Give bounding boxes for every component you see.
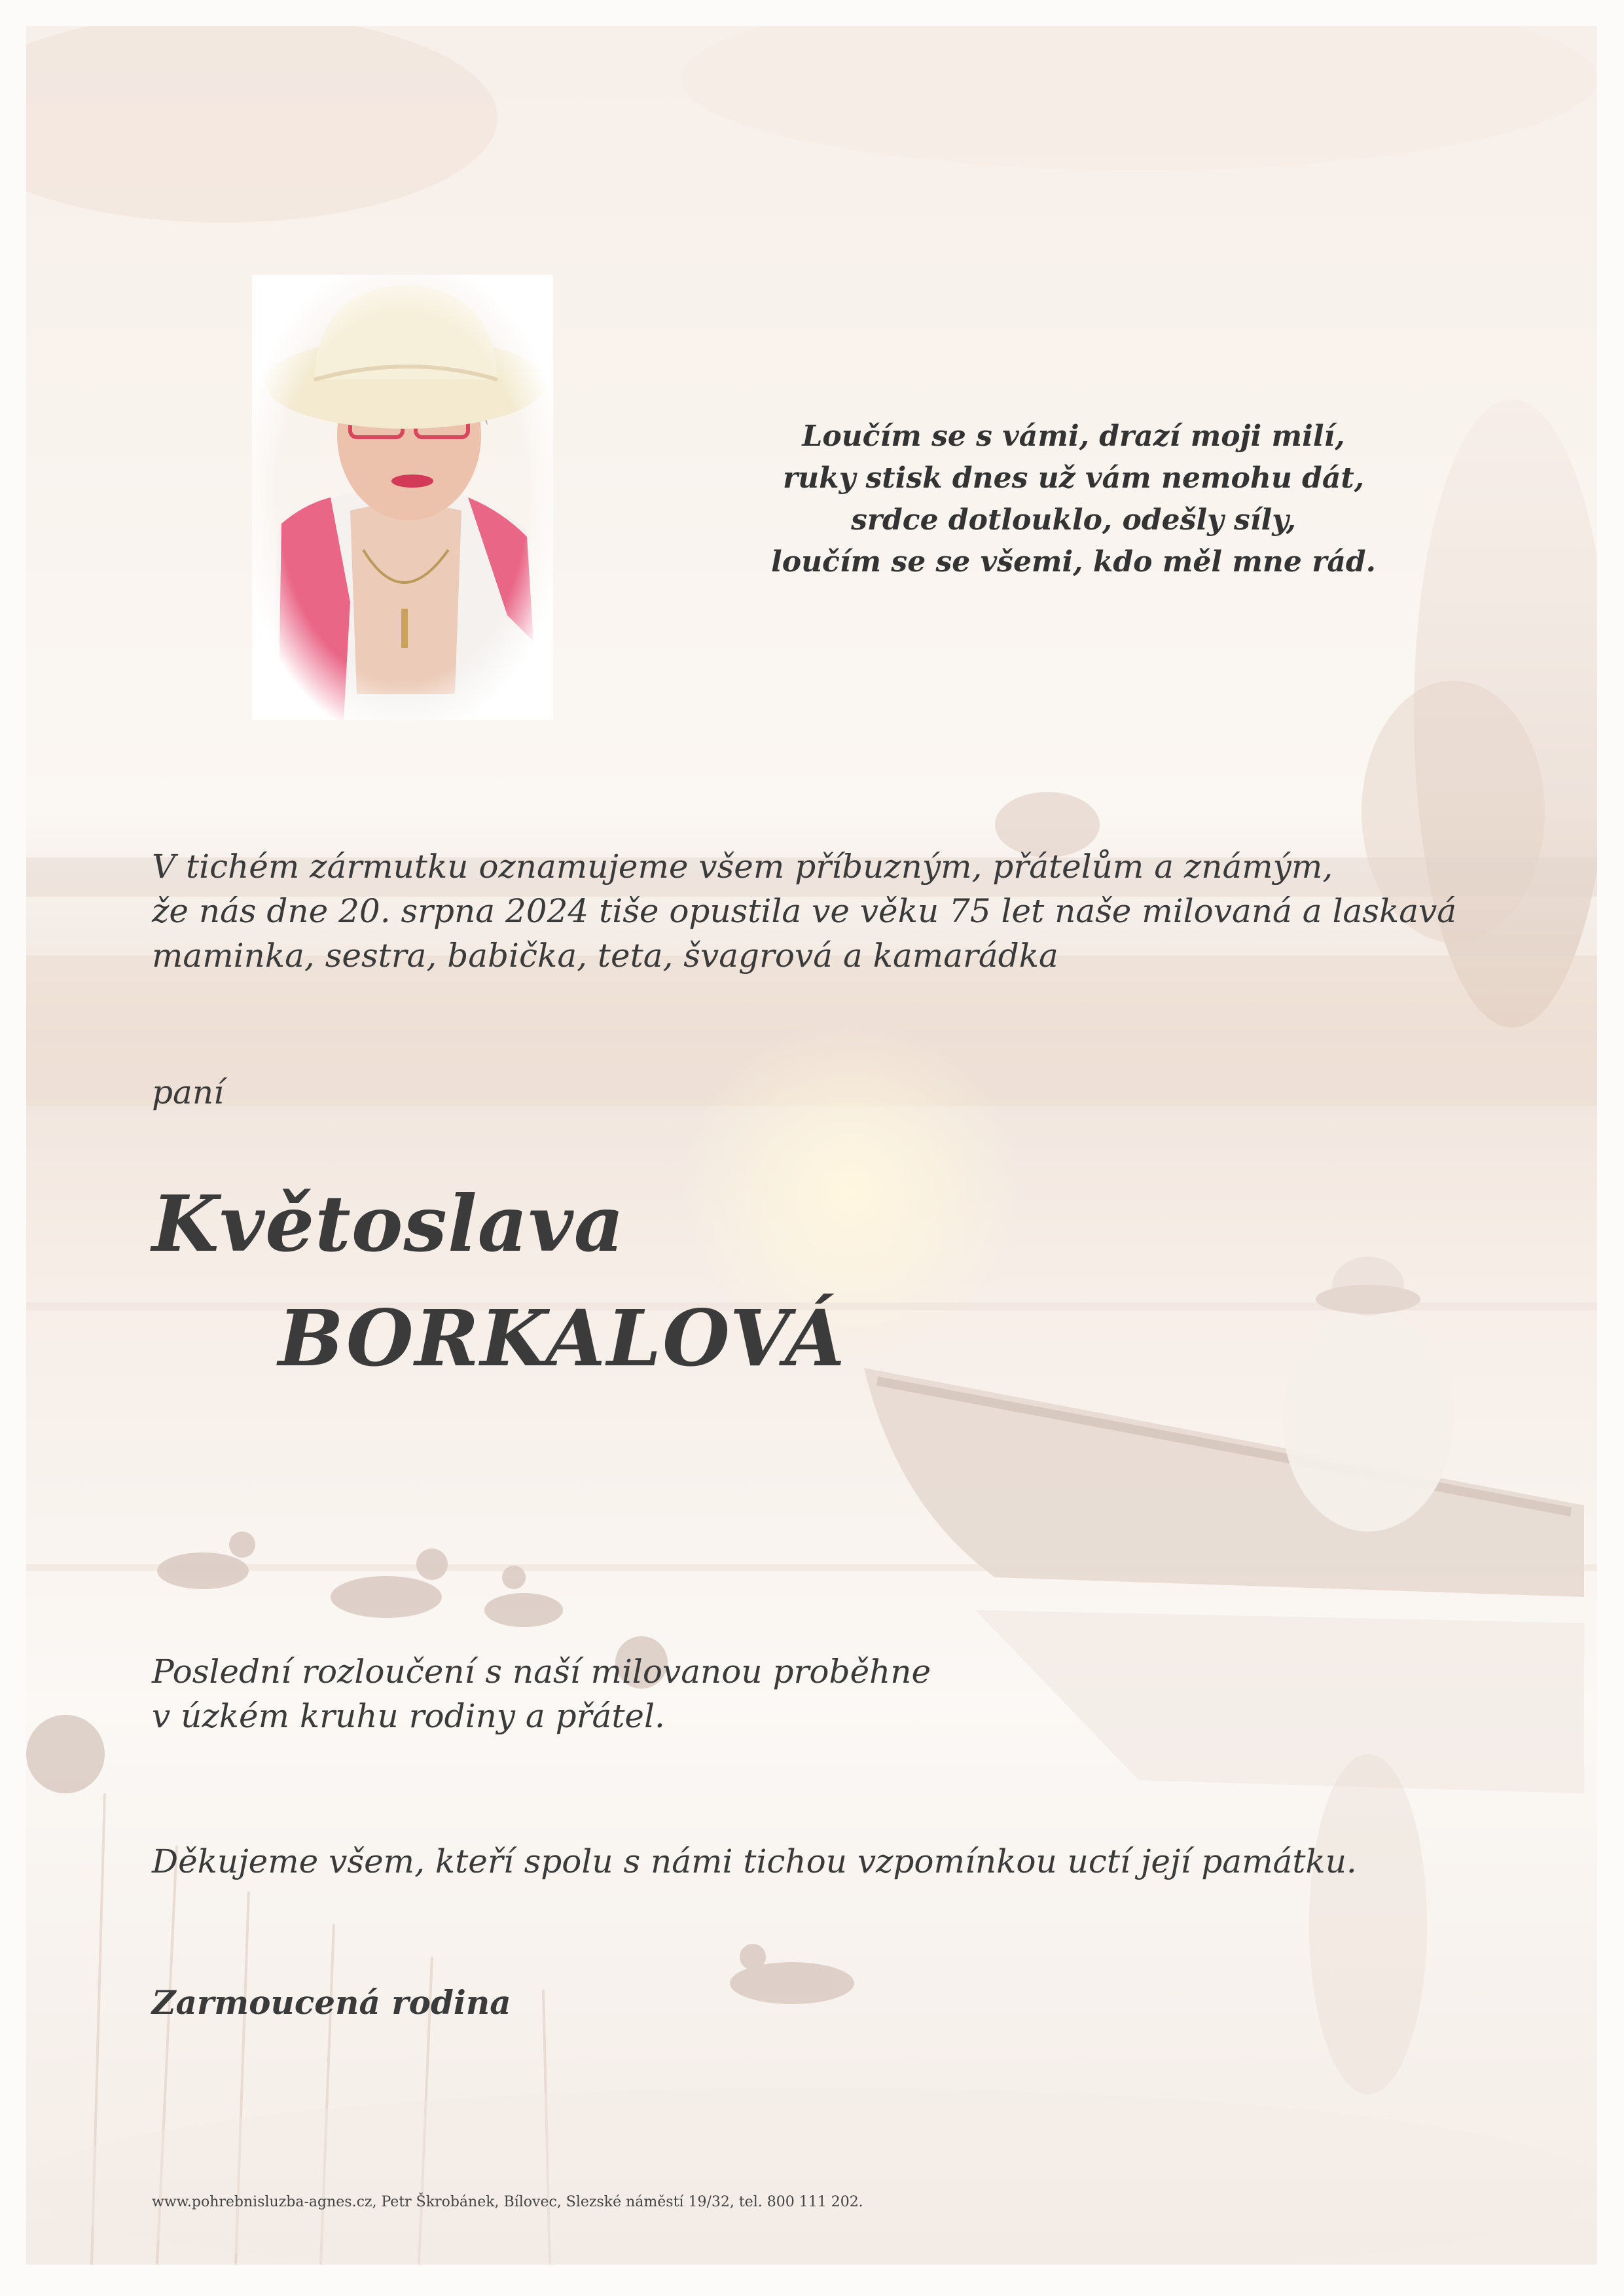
deceased-surname: BORKALOVÁ (278, 1293, 846, 1384)
funeral-info-line: v úzkém kruhu rodiny a přátel. (152, 1697, 665, 1735)
verse-line: loučím se se všemi, kdo měl mne rád. (771, 545, 1376, 579)
announcement-line: že nás dne 20. srpna 2024 tiše opustila ve věku 75 let naše milovaná a laskavá (152, 892, 1457, 930)
announcement-line: V tichém zármutku oznamujeme všem příbuzným, přátelům a známým, (152, 848, 1333, 886)
funeral-service-footer: www.pohrebnisluzba-agnes.cz, Petr Škrobánek, Bílovec, Slezské náměstí 19/32, tel. 800 111 202. (152, 2194, 863, 2210)
thanks-text: Děkujeme všem, kteří spolu s námi tichou vzpomínkou uctí její památku. (152, 1842, 1357, 1880)
deceased-first-name: Květoslava (152, 1178, 625, 1269)
announcement-line: maminka, sestra, babička, teta, švagrová a kamarádka (152, 937, 1058, 975)
funeral-info-line: Poslední rozloučení s naší milovanou proběhne (152, 1653, 931, 1691)
death-announcement (152, 844, 1494, 978)
verse-line: ruky stisk dnes už vám nemohu dát, (782, 461, 1365, 495)
farewell-verse (746, 416, 1401, 583)
family-signature: Zarmoucená rodina (152, 1983, 511, 2022)
verse-line: Loučím se s vámi, drazí moji milí, (802, 420, 1345, 453)
funeral-info (152, 1649, 931, 1738)
deceased-portrait (252, 275, 553, 720)
verse-line: srdce dotlouklo, odešly síly, (851, 503, 1296, 537)
title-prefix: paní (152, 1073, 225, 1111)
